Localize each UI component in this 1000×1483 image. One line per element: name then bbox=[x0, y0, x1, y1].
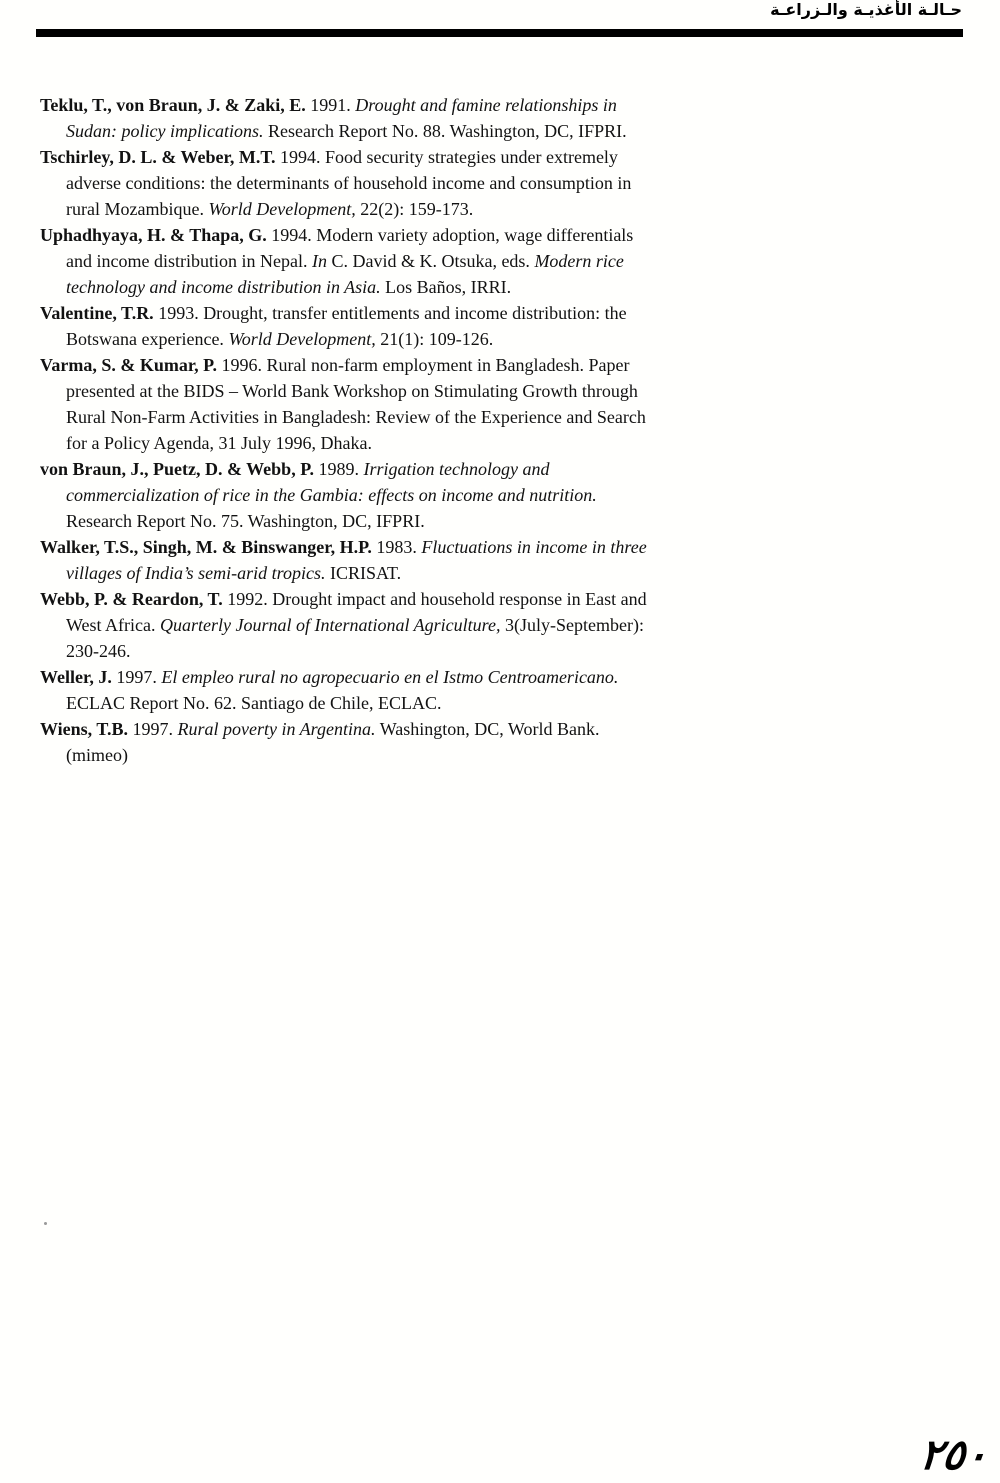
reference-entry bbox=[40, 352, 648, 456]
reference-text-segment: 1983. bbox=[371, 537, 422, 557]
reference-text-segment: 21(1): 109-126. bbox=[375, 329, 494, 349]
reference-text-segment: von Braun, J., Puetz, D. & Webb, P. bbox=[40, 459, 315, 479]
reference-text-segment: 1994. Food security strategies under extremely adverse conditions: the determinants of household income and consumption in rural Mozambique. bbox=[66, 147, 632, 219]
scan-artifact-dot bbox=[44, 1222, 47, 1225]
reference-entry bbox=[40, 716, 648, 768]
reference-text-segment: Weller, J. bbox=[40, 667, 112, 687]
reference-text-segment: ECLAC Report No. 62. Santiago de Chile, ECLAC. bbox=[66, 693, 442, 713]
reference-text-segment: Tschirley, D. L. & Weber, M.T. bbox=[40, 147, 276, 167]
reference-text-segment: 1989. bbox=[314, 459, 364, 479]
reference-entry bbox=[40, 534, 648, 586]
reference-entry bbox=[40, 300, 648, 352]
reference-text-segment: Webb, P. & Reardon, T. bbox=[40, 589, 223, 609]
reference-entry bbox=[40, 222, 648, 300]
reference-text-segment: 1994. Modern variety adoption, wage differentials and income distribution in Nepal. bbox=[66, 225, 634, 271]
reference-entry bbox=[40, 144, 648, 222]
arabic-running-header: حـالـة الأغذيـة والـزراعـة bbox=[770, 0, 962, 19]
reference-text-segment: 1992. Drought impact and household response in East and West Africa. bbox=[66, 589, 647, 635]
reference-text-segment: El empleo rural no agropecuario en el Istmo Centroamericano. bbox=[161, 667, 619, 687]
reference-text-segment: 3(July-September): 230-246. bbox=[66, 615, 644, 661]
reference-entry bbox=[40, 92, 648, 144]
reference-text-segment: Drought and famine relationships in Sudan: policy implications. bbox=[66, 95, 617, 141]
reference-entry bbox=[40, 456, 648, 534]
reference-text-segment: In bbox=[311, 251, 327, 271]
reference-text-segment: Los Baños, IRRI. bbox=[380, 277, 512, 297]
reference-text-segment: Uphadhyaya, H. & Thapa, G. bbox=[40, 225, 267, 245]
reference-text-segment: Fluctuations in income in three villages of India’s semi-arid tropics. bbox=[66, 537, 647, 583]
reference-text-segment: Modern rice technology and income distribution in Asia. bbox=[66, 251, 624, 297]
reference-entry bbox=[40, 664, 648, 716]
reference-text-segment: Research Report No. 88. Washington, DC, IFPRI. bbox=[263, 121, 627, 141]
reference-text-segment: ICRISAT. bbox=[325, 563, 402, 583]
reference-text-segment: 1997. bbox=[111, 667, 162, 687]
reference-text-segment: Quarterly Journal of International Agriculture, bbox=[160, 615, 501, 635]
header-rule bbox=[36, 29, 963, 37]
reference-text-segment: Teklu, T., von Braun, J. & Zaki, E. bbox=[40, 95, 306, 115]
reference-text-segment: World Development, bbox=[228, 329, 376, 349]
reference-text-segment: 1997. bbox=[128, 719, 178, 739]
reference-text-segment: Research Report No. 75. Washington, DC, IFPRI. bbox=[66, 511, 425, 531]
reference-text-segment: Rural poverty in Argentina. bbox=[177, 719, 376, 739]
reference-entry bbox=[40, 586, 648, 664]
reference-text-segment: 1993. Drought, transfer entitlements and income distribution: the Botswana experience. bbox=[66, 303, 627, 349]
reference-text-segment: World Development, bbox=[208, 199, 356, 219]
reference-text-segment: Walker, T.S., Singh, M. & Binswanger, H.P. bbox=[40, 537, 372, 557]
reference-text-segment: 1996. Rural non-farm employment in Bangladesh. Paper presented at the BIDS – World Bank Workshop on Stimulating Growth through Rural Non-Farm Activities in Bangladesh: Review of the Experience and Search for a Policy Agenda, 31 July 1996, Dhaka. bbox=[66, 355, 646, 453]
reference-text-segment: Varma, S. & Kumar, P. bbox=[40, 355, 218, 375]
reference-text-segment: 22(2): 159-173. bbox=[355, 199, 474, 219]
reference-text-segment: Irrigation technology and commercialization of rice in the Gambia: effects on income and nutrition. bbox=[66, 459, 597, 505]
reference-text-segment: Valentine, T.R. bbox=[40, 303, 154, 323]
references-list bbox=[40, 92, 648, 768]
reference-text-segment: Wiens, T.B. bbox=[40, 719, 129, 739]
reference-text-segment: C. David & K. Otsuka, eds. bbox=[326, 251, 535, 271]
reference-text-segment: Washington, DC, World Bank. (mimeo) bbox=[66, 719, 600, 765]
reference-text-segment: 1991. bbox=[305, 95, 356, 115]
page-number: ٢٥٠ bbox=[917, 1430, 991, 1479]
